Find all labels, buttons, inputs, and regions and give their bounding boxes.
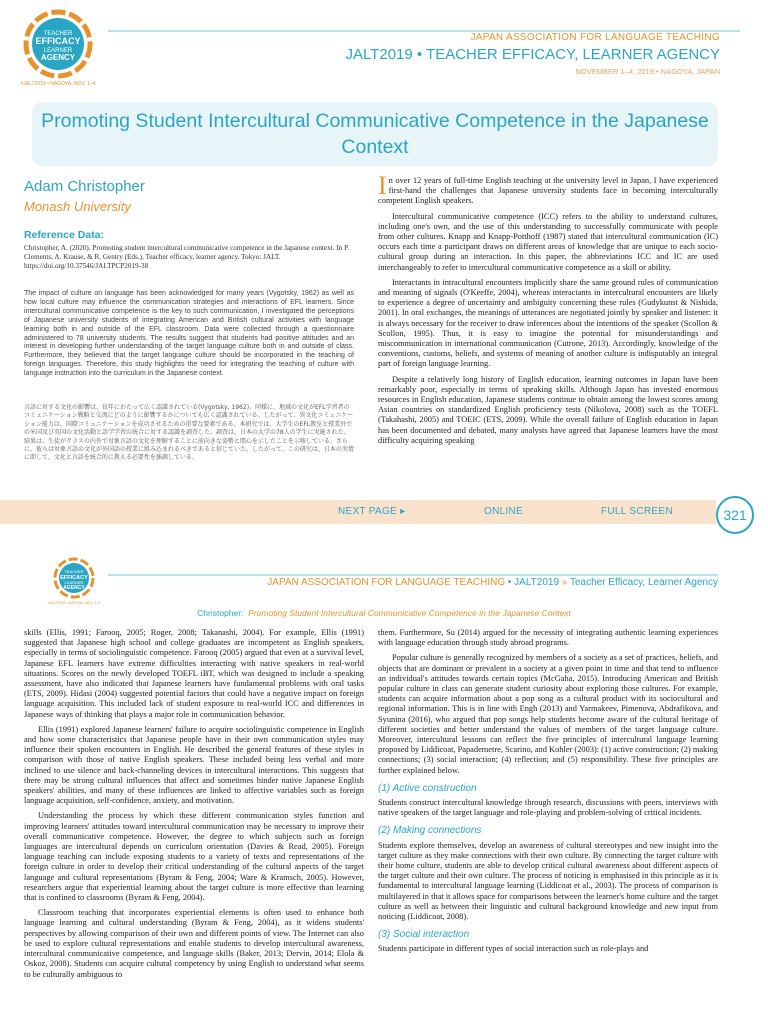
online-button[interactable]: ONLINE [484,506,524,517]
section-heading: (3) Social interaction [378,929,470,941]
logo-line: EFFICACY [60,575,88,581]
intro-paragraph: In over 12 years of full-time English teaching at the university level in Japan, I have experienced first-hand the challenges that Japanese university students face in becoming interculturally competent English speakers. [378,171,718,206]
intro-column [378,171,718,451]
next-page-button[interactable]: NEXT PAGE ▸ [338,506,406,517]
intro-paragraph: Intercultural communicative competence (ICC) refers to the ability to understand cultures, including one's own, and the use of this understanding to successfully communicate with people from other cultures. Knapp and Knapp-Potthoff (1987) stated that intercultural communication (IC) occurs each time a participant draws on different areas of knowledge that are unique to each socio-cultural group during an interaction. In this paper, the abbreviations ICC and IC are used interchangeably to refer to intercultural communicative competence as a skill or ability. [378,211,718,272]
conference-logo-small [46,556,102,606]
logo-tag: #JALT2019 • NAGOYA, NOV. 1–4 [20,81,96,87]
running-header-conference: JALT2019 [514,577,560,588]
body-paragraph: them. Furthermore, Su (2014) argued for the necessity of integrating authentic learning experiences with language education through study abroad programs. [378,628,718,648]
running-title [0,608,768,618]
logo-line: TEACHER [43,31,73,37]
body-paragraph: skills (Ellis, 1991; Farooq, 2005; Roger, 2008; Takanashi, 2004). For example, Ellis (1991) suggested that Japanese high school and college graduates are incompetent as English speakers, especially in terms of sociolinguistic competence. Farooq (2005) argued that even at a survival level, Japanese EFL learners have extreme difficulties interacting with native speakers in real-world situations. Scores on the newly developed TOEFL iBT, which was designed to include a speaking assessment, have also indicated that Japanese learners have fundamental problems with oral tasks (ETS, 2009). Hidasi (2004) suggested potential factors that could have a negative impact on foreign language acquisition. This included lack of student exposure to real-world ICC and differences in Japanese ways of thinking that plays a major role in communication behavior. [24,628,364,719]
section-text: Students construct intercultural knowledge through research, discussions with peers, interviews with native speakers of the target language and role-playing and problem-solving of critical incidents. [378,798,718,818]
running-article-title: Promoting Student Intercultural Communicative Competence in the Japanese Context [248,608,571,618]
body-paragraph: Ellis (1991) explored Japanese learners' failure to acquire sociolinguistic competence in English and how some characteristics that Japanese people have in their own communication styles may influence their spoken encounters in English. He described the general features of these styles in comparison with those of native English speakers. These included being less verbal and more inclined to use silence and back-channeling devices in intercultural interactions. This suggests that there may be strong cultural influences that affect and sometimes hinder native Japanese English speakers' abilities, and many of these influences are linked to affective variables such as foreign language acquisition, self-confidence, anxiety, and motivation. [24,724,364,806]
running-header: JAPAN ASSOCIATION FOR LANGUAGE TEACHING • JALT2019 » Teacher Efficacy, Learner Agency [267,577,718,588]
logo-line: EFFICACY [35,36,81,46]
logo-line: AGENCY [40,53,76,62]
body-paragraph: Understanding the process by which these different communication styles function and improving learners' attitudes toward intercultural communication may be necessary to improve their overall communicative competence. However, the degree to which subjects such as foreign languages are intercultural depends on curriculum orientation (Davies & Read, 2005). Foreign language teaching can include exposing students to a variety of texts and representations of the foreign culture in order to develop their critical understanding of the cultural aspects of the target language and cultural representations (Byram & Feng, 2004; Ware & Kramsch, 2005). However, researchers argue that experiential learning about the target culture is more effective than learning that is confined to classrooms (Byram & Feng, 2004). [24,811,364,903]
conference-logo [12,8,104,88]
section-heading: (2) Making connections [378,825,482,837]
conference-title: JALT2019 • TEACHER EFFICACY, LEARNER AGENCY [345,46,720,63]
abstract-japanese: 言語に対する文化の影響は、長年にわたって広く認識されている(Vygotsky, 1962)。同様に、地域の文化がEFL学習者のコミュニケーション戦略と交流にどのように影響するかについても広く認識されている。したがって、異文化コミュニケーション能力は、国際コミュニケーションを成功させるための重要な要素である。本研究では、大学生のEFL教室と授業外での米国及び英国の文化活動と語学学習の統合に対する認識を調査した。調査は、日本の大学の78人の学生に実施された。結果は、生徒がクラスの内外で対象言語の文化を理解することに前向きな姿勢と関心を示したことを示唆している。さらに、彼らは対象言語の文化が外国語の授業に組み込まれるべきであると信じていた。したがって、この研究は、日本の実情に即して、文化と言語を統合的に教える必要性を強調している。 [24,404,354,462]
section-heading: (1) Active construction [378,782,477,794]
section-text: Students participate in different types of social interaction such as role-plays and [378,944,649,954]
page-number: 321 [716,496,754,534]
logo-line: LEARNER [64,580,84,585]
running-header-theme: Teacher Efficacy, Learner Agency [569,577,718,588]
logo-line: AGENCY [63,585,85,591]
page2-left-column [24,628,364,985]
intro-paragraph: Despite a relatively long history of English education, learning outcomes in Japan have been remarkably poor, especially in terms of speaking skills. Although Japan has invested enormous resources in English education, Japanese students continue to obtain among the lowest scores among Asian countries on standardized English proficiency tests (Nikolova, 2008) such as the TOEFL (Takahashi, 2005) and TOEIC (ETS, 2009). While the overall failure of English education in Japan has been documented and debated, many analysts have agreed that Japanese learners have the most difficulty acquiring speaking [378,374,718,445]
logo-line: LEARNER [43,48,73,54]
association-name: JAPAN ASSOCIATION FOR LANGUAGE TEACHING [470,32,720,43]
page2-right-column [378,628,718,960]
body-paragraph: Popular culture is generally recognized by members of a society as a set of practices, beliefs, and objects that are dominant or prevalent in a society at a given point in time and that tend to influence an individual's attitudes towards certain topics (McGaha, 2015). Introducing American and British popular culture in class can generate student curiosity about exploring those cultures. For example, students can acquire information about a pop song as a cultural product with its sociocultural and regional information. This is in line with Engh (2013) and Yarmakeev, Pimenova, Abdrafikova, and Syunina (2016), who argued that pop songs help students become aware of the cultural heritage of different societies and better understand the values of members of the target language culture. Moreover, intercultural lessons can reflect the five principles of intercultural language learning proposed by Liddicoat, Papademetre, Scarino, and Kohler (2003): (1) active construction; (2) making connections; (3) social interaction; (4) reflection; and (5) responsibility. These five principles are further explained below. [378,653,718,775]
drop-cap: I [378,171,387,200]
reference-text: Christopher, A. (2020). Promoting student intercultural communicative competence in the Japanese context. In P. Clements, A. Krause, & R. Gentry (Eds.), Teacher efficacy, learner agency. Tokyo: JALT. https://doi.org/10.37546/JALTPCP2019-38 [24,244,350,271]
logo-tag: #JALT2019 • NAGOYA, NOV. 1–4 [47,601,101,605]
reference-heading: Reference Data: [24,229,104,241]
logo-line: TEACHER [64,569,84,574]
running-header-association: JAPAN ASSOCIATION FOR LANGUAGE TEACHING [267,577,506,588]
author-name: Adam Christopher [24,178,145,195]
conference-date: NOVEMBER 1–4, 2019 • NAGOYA, JAPAN [575,67,720,76]
intro-paragraph: Interactants in intracultural encounters implicitly share the same ground rules of communication and meaning of signals (O'Keeffe, 2004), whereas interactants in intercultural encounters are likely to experience a degree of uncertainty and ambiguity concerning these rules (Gudykunst & Nishida, 2001). In oral exchanges, the meanings of utterances are negotiated jointly by speaker and listener: it is always necessary for the receiver to draw inferences about the intentions of the speaker (Scollon & Scollon, 1995). Thus, it is easy to imagine the potential for misunderstandings and miscommunication in international communication (Cutrone, 2013). Accordingly, knowledge of the conventions, customs, beliefs, and systems of meaning of another culture is indisputably an integral part of foreign language learning. [378,277,718,369]
author-affiliation: Monash University [24,199,131,214]
running-author: Christopher: [197,608,244,618]
section-text: Students explore themselves, develop an awareness of cultural stereotypes and new insight into the target culture as they make connections with their own culture. By connecting the target culture with their home culture, students are able to develop critical cultural awareness about different aspects of the target culture and their own culture. The process of noticing is emphasised in this principle as it is fundamental to intercultural language learning (Liddicoat et al., 2003). The process of comparison is multilayered in that it allows space for comparisons between the learner's home culture and the target culture as well as between their linguistic and cultural background knowledge and new input from noticing (Liddicoat, 2008). [378,840,718,922]
body-paragraph: Classroom teaching that incorporates experiential elements is often used to enhance both language learning and cultural understanding (Byram & Feng, 2004), as it widens students' perspectives by allowing comparison of their own and different points of view. The Internet can also be used to explore cultural representations and enable students to develop intercultural awareness, intercultural communicative competence, and language skills (Baker, 2013; Dervin, 2014; Elola & Oskoz, 2008). Students can acquire cultural competency by using English to understand what seems to be culturally ambiguous to [24,908,364,979]
article-title: Promoting Student Intercultural Communicative Competence in the Japanese Context [41,110,709,158]
abstract-english: The impact of culture on language has been acknowledged for many years (Vygotsky, 1962) as well as how local culture may influence the communication strategies and interactions of EFL learners. Since intercultural communicative competence is the key to such communication, I investigated the perceptions of Japanese university students of integrating American and British cultural activities with language learning both in and outside of the EFL classroom. Data were collected through a questionnaire administered to 78 university students. The results suggest that students had positive attitudes and an interest in developing further understanding of the target language culture both in and outside of class. Furthermore, they believed that the target language culture should be incorporated in the teaching of foreign languages. Therefore, this study highlights the need for integrating the teaching of culture with language instruction into the curriculum in the Japanese context. [24,290,354,378]
full-screen-button[interactable]: FULL SCREEN [601,506,673,517]
